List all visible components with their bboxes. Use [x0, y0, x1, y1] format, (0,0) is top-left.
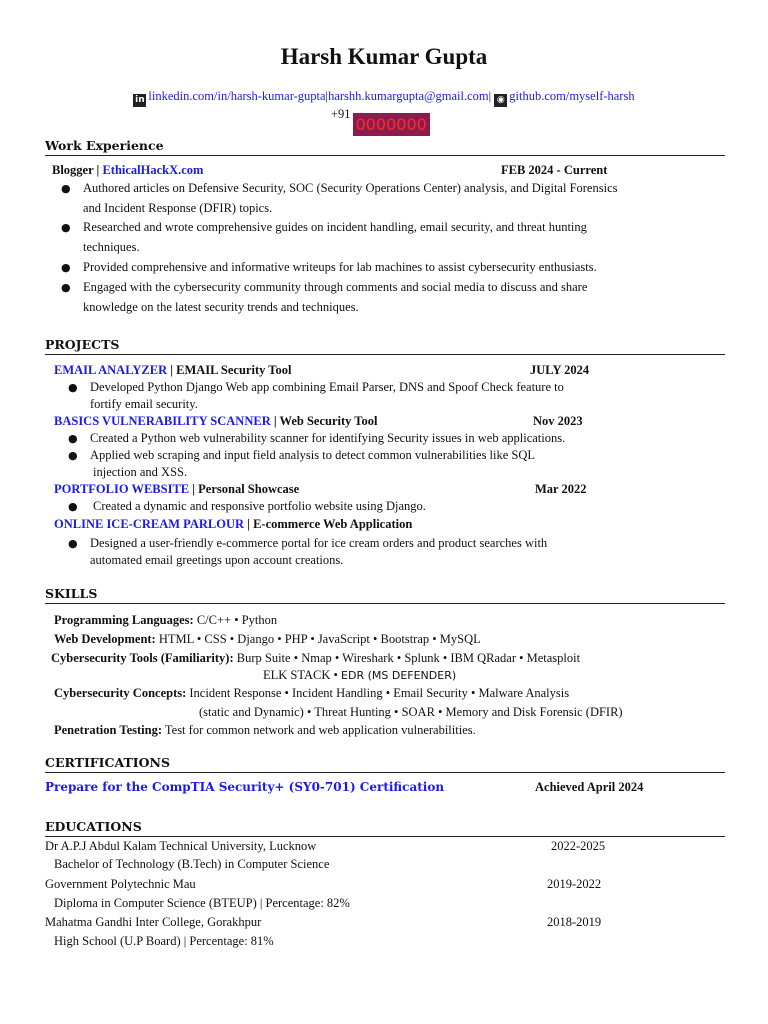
project-bullet-text: fortify email security.: [90, 397, 198, 411]
section-divider: [45, 354, 725, 355]
linkedin-link[interactable]: linkedin.com/in/harsh-kumar-gupta: [148, 89, 326, 103]
bullet-icon: ●: [68, 537, 78, 550]
bullet-icon: ●: [61, 182, 71, 195]
project-bullet-text: injection and XSS.: [93, 465, 188, 479]
education-years: 2019-2022: [547, 877, 602, 891]
work-company-link[interactable]: EthicalHackX.com: [102, 163, 204, 177]
section-title-certifications: CERTIFICATIONS: [45, 755, 170, 770]
project-heading: [54, 414, 377, 429]
work-bullet-text: Provided comprehensive and informative writeups for lab machines to assist cybersecurity enthusiasts.: [83, 260, 597, 274]
project-subtitle: | Personal Showcase: [189, 482, 300, 496]
skill-web: [54, 632, 481, 647]
work-bullet-text: Researched and wrote comprehensive guides on incident handling, email security, and threat hunting: [83, 220, 587, 234]
work-bullet-text: knowledge on the latest security trends and techniques.: [83, 300, 359, 314]
section-title-work: Work Experience: [45, 138, 164, 153]
bullet-icon: ●: [68, 500, 78, 513]
work-date: FEB 2024 - Current: [501, 163, 608, 177]
section-title-projects: PROJECTS: [45, 337, 120, 352]
work-bullet-text: Engaged with the cybersecurity community through comments and social media to discuss and share: [83, 280, 588, 294]
contact-line: [0, 89, 768, 107]
section-divider: [45, 836, 725, 837]
education-years: 2022-2025: [551, 839, 606, 853]
bullet-icon: ●: [68, 432, 78, 445]
skill-value: Incident Response • Incident Handling • Email Security • Malware Analysis: [186, 686, 570, 700]
education-degree: Bachelor of Technology (B.Tech) in Computer Science: [54, 857, 330, 871]
phone-line: [331, 107, 430, 136]
section-divider: [45, 603, 725, 604]
section-divider: [45, 155, 725, 156]
project-date: Nov 2023: [533, 414, 583, 428]
project-bullet-text: Created a dynamic and responsive portfolio website using Django.: [93, 499, 426, 513]
skill-programming: [54, 613, 277, 628]
skill-pentest: [54, 723, 476, 738]
skill-tools-cont: [263, 668, 456, 683]
project-heading: [54, 363, 291, 378]
project-heading: [54, 482, 299, 497]
work-bullet-text: Authored articles on Defensive Security, SOC (Security Operations Center) analysis, and Digital Forensics: [83, 181, 618, 195]
certification-link[interactable]: Prepare for the CompTIA Security+ (SY0-701) Certification: [45, 780, 445, 794]
project-link[interactable]: ONLINE ICE-CREAM PARLOUR: [54, 517, 245, 531]
skill-tools: [51, 651, 580, 666]
skill-value: Test for common network and web application vulnerabilities.: [161, 723, 476, 737]
section-divider: [45, 772, 725, 773]
linkedin-icon: in: [135, 95, 145, 105]
github-link[interactable]: github.com/myself-harsh: [509, 89, 635, 103]
skill-label: Programming Languages:: [54, 613, 194, 627]
project-subtitle: | EMAIL Security Tool: [167, 363, 292, 377]
education-school: Dr A.P.J Abdul Kalam Technical University, Lucknow: [45, 839, 317, 853]
skill-value: Burp Suite • Nmap • Wireshark • Splunk • IBM QRadar • Metasploit: [233, 651, 581, 665]
project-date: JULY 2024: [530, 363, 590, 377]
project-subtitle: | Web Security Tool: [270, 414, 378, 428]
education-degree: High School (U.P Board) | Percentage: 81%: [54, 934, 274, 948]
skill-value: ELK STACK •: [263, 668, 338, 682]
work-role: [52, 163, 203, 178]
bullet-icon: ●: [61, 261, 71, 274]
project-bullet-text: Developed Python Django Web app combining Email Parser, DNS and Spoof Check feature to: [90, 380, 564, 394]
skill-label: Cybersecurity Concepts:: [54, 686, 187, 700]
project-bullet-text: automated email greetings upon account creations.: [90, 553, 344, 567]
section-title-education: EDUCATIONS: [45, 819, 142, 834]
github-icon: ◉: [494, 94, 507, 107]
work-bullet-text: and Incident Response (DFIR) topics.: [83, 201, 273, 215]
skill-label: Penetration Testing:: [54, 723, 162, 737]
project-subtitle: | E-commerce Web Application: [244, 517, 413, 531]
skill-value: HTML • CSS • Django • PHP • JavaScript • Bootstrap • MySQL: [155, 632, 481, 646]
email-link[interactable]: harshh.kumargupta@gmail.com: [328, 89, 489, 103]
education-school: Government Polytechnic Mau: [45, 877, 196, 891]
education-years: 2018-2019: [547, 915, 602, 929]
bullet-icon: ●: [61, 281, 71, 294]
project-heading: [54, 517, 412, 532]
project-link[interactable]: BASICS VULNERABILITY SCANNER: [54, 414, 271, 428]
project-link[interactable]: EMAIL ANALYZER: [54, 363, 168, 377]
certification-date: Achieved April 2024: [535, 780, 644, 794]
bullet-icon: ●: [68, 381, 78, 394]
work-role-title: Blogger |: [52, 163, 100, 177]
skill-value: C/C++ • Python: [193, 613, 278, 627]
education-degree: Diploma in Computer Science (BTEUP) | Percentage: 82%: [54, 896, 350, 910]
separator: |: [488, 89, 492, 103]
skill-concepts: [54, 686, 569, 701]
project-date: Mar 2022: [535, 482, 587, 496]
education-school: Mahatma Gandhi Inter College, Gorakhpur: [45, 915, 262, 929]
separator: |: [325, 89, 329, 103]
skill-concepts-cont: (static and Dynamic) • Threat Hunting • SOAR • Memory and Disk Forensic (DFIR): [199, 705, 623, 719]
skill-label: Cybersecurity Tools (Familiarity):: [51, 651, 234, 665]
project-bullet-text: Applied web scraping and input field analysis to detect common vulnerabilities like SQL: [90, 448, 536, 462]
bullet-icon: ●: [61, 221, 71, 234]
bullet-icon: ●: [68, 449, 78, 462]
project-bullet-text: Created a Python web vulnerability scanner for identifying Security issues in web applications.: [90, 431, 566, 445]
work-bullet-text: techniques.: [83, 240, 140, 254]
phone-number-redacted: 0000000: [353, 113, 430, 136]
candidate-name: Harsh Kumar Gupta: [280, 44, 488, 69]
project-bullet-text: Designed a user-friendly e-commerce portal for ice cream orders and product searches with: [90, 536, 548, 550]
phone-prefix: +91: [331, 107, 351, 121]
skill-value: EDR (MS DEFENDER): [341, 669, 457, 682]
project-link[interactable]: PORTFOLIO WEBSITE: [54, 482, 190, 496]
section-title-skills: SKILLS: [45, 586, 98, 601]
skill-label: Web Development:: [54, 632, 156, 646]
